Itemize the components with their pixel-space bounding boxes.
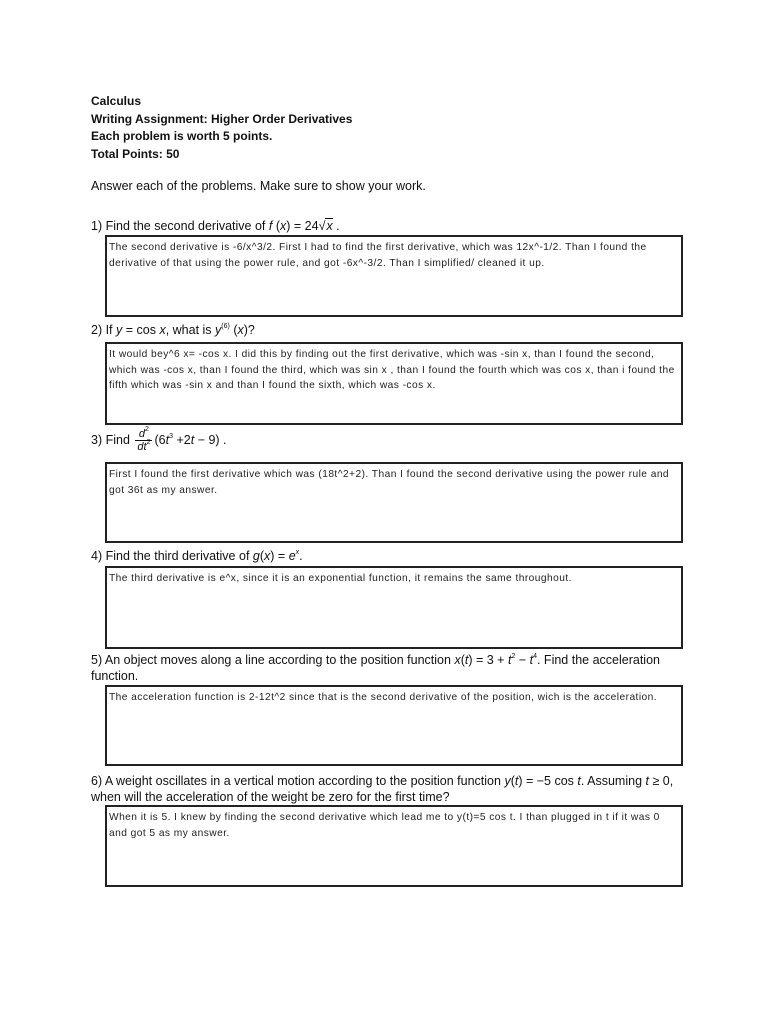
- problem-1-question: 1) Find the second derivative of f (x) = 24√x .: [91, 219, 340, 233]
- problem-2-answer: It would bey^6 x= -cos x. I did this by finding out the first derivative, which was -sin x, than I found the second, which was -cos x, than I found the third, which was sin x , than I found the fourth which was cos x, than i found the fifth which was -sin x and than I found the sixth, which was -cos x.: [109, 349, 675, 391]
- problem-5-answer: The acceleration function is 2-12t^2 since that is the second derivative of the position, wich is the acceleration.: [109, 692, 658, 703]
- problem-4-answer: The third derivative is e^x, since it is an exponential function, it remains the same throughout.: [109, 573, 572, 584]
- problem-2-answer-box[interactable]: [105, 342, 683, 425]
- problem-6-question: 6) A weight oscillates in a vertical motion according to the position function y(t) = −5 cos t. Assuming t ≥ 0, when will the acceleration of the weight be zero for the first time?: [91, 774, 674, 804]
- problem-5-question: 5) An object moves along a line according to the position function $x(t) = 3 + t^2 - t^4$. Find the acceleration function.: [91, 653, 660, 683]
- points-each: Each problem is worth 5 points.: [91, 129, 273, 143]
- problem-1-formula: f (x) = 24√x .: [268, 219, 340, 233]
- problem-5-formula: $x(t) = 3 + t^2 - t^4$: [454, 653, 537, 667]
- problem-4-formula: $g(x) = e^x$.: [252, 549, 303, 563]
- problem-4-answer-box[interactable]: [105, 566, 683, 649]
- instructions: Answer each of the problems. Make sure to show your work.: [91, 179, 426, 193]
- problem-1-answer-box[interactable]: [105, 235, 683, 317]
- problem-6-answer: When it is 5. I knew by finding the second derivative which lead me to y(t)=5 cos t. I than plugged in t if it was 0 and got 5 as my answer.: [109, 812, 660, 839]
- problem-6-answer-box[interactable]: [105, 805, 683, 887]
- assignment-title: Writing Assignment: Higher Order Derivatives: [91, 111, 353, 126]
- problem-1-answer: The second derivative is -6/x^3/2. First I had to find the first derivative, which was 12x^-1/2. Than I found the derivative of that using the power rule, and got -6x^-3/2. Than I simplified/ cleaned it up.: [109, 242, 647, 269]
- course-title: Calculus: [91, 94, 142, 108]
- problem-3-answer: First I found the first derivative which was (18t^2+2). Than I found the second derivative using the power rule and got 36t as my answer.: [109, 469, 670, 496]
- problem-6-condition: t ≥ 0,: [645, 774, 674, 788]
- problem-3-answer-box[interactable]: [105, 462, 683, 543]
- total-points: Total Points: 50: [91, 146, 180, 161]
- assignment-header: [91, 93, 352, 163]
- problem-3-formula: $\frac{d^2}{dt^2}$ $(6t^3 +2t - 9)$ .: [137, 426, 227, 453]
- problem-2-formula: y = cos x, what is $y^{(6)}$ (x)?: [116, 323, 255, 337]
- problem-4-question: 4) Find the third derivative of $g(x) = e^x$.: [91, 549, 303, 563]
- problem-2-question: 2) If y = cos x, what is $y^{(6)}$ (x)?: [91, 323, 255, 337]
- problem-3-question: 3) Find $\frac{d^2}{dt^2}$ $(6t^3 +2t - 9)$ .: [91, 426, 227, 453]
- problem-5-answer-box[interactable]: [105, 685, 683, 766]
- problem-6-formula: y(t) = −5 cos t: [504, 774, 581, 788]
